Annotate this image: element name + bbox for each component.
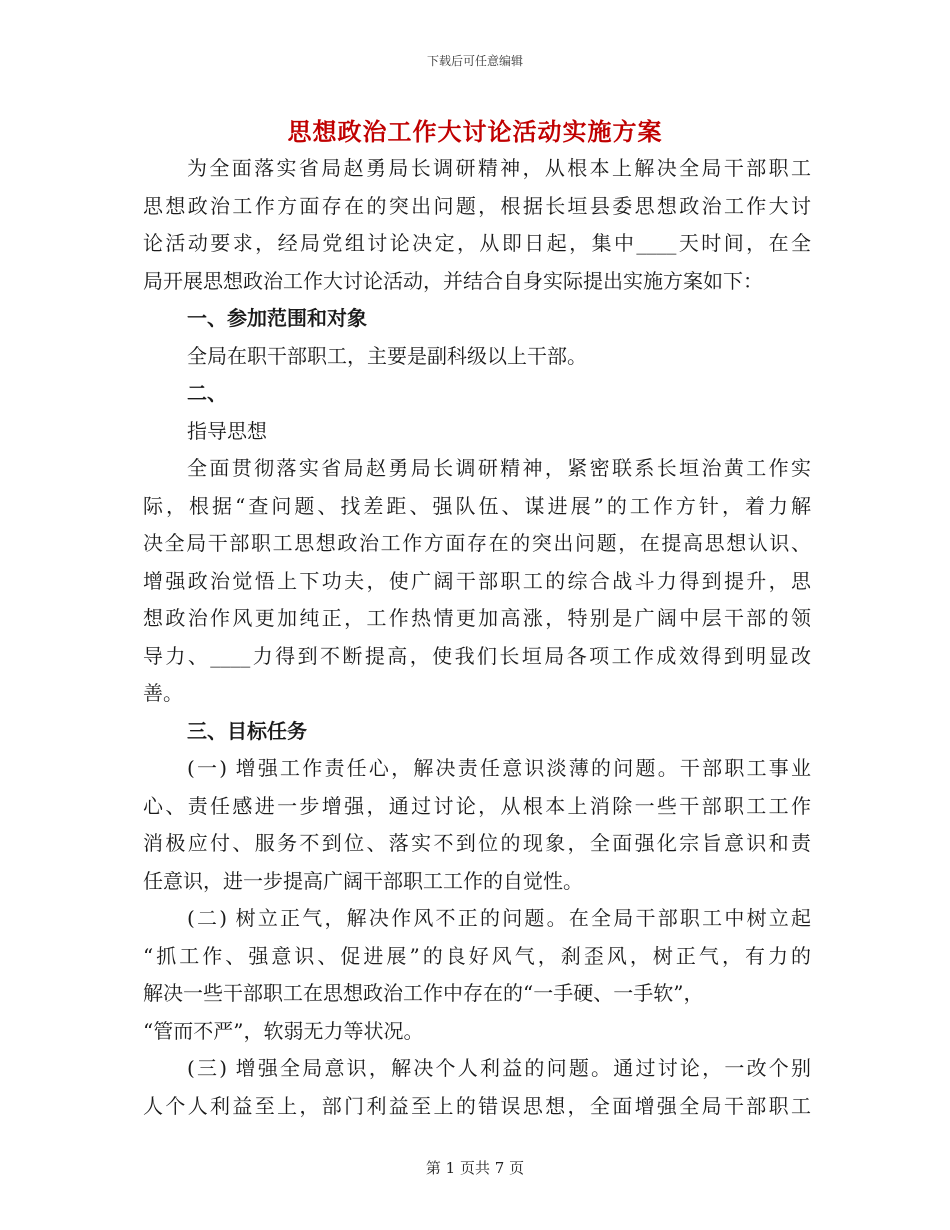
body-line: (一) 增强工作责任心，解决责任意识淡薄的问题。干部职工事业 [187,756,811,780]
download-note: 下载后可任意编辑 [426,54,523,68]
body-line: 全局在职干部职工，主要是副科级以上干部。 [187,343,587,368]
body-line: 增强政治觉悟上下功夫，使广阔干部职工的综合战斗力得到提升，思 [143,568,811,593]
body-line: 论活动要求，经局党组讨论决定，从即日起，集中____天时间，在全 [143,231,811,255]
section-heading: 二、 [187,381,227,405]
body-line: 心、责任感进一步增强，通过讨论，从根本上消除一些干部职工工作 [143,793,811,818]
section-heading: 三、目标任务 [187,718,307,743]
body-line: 局开展思想政治工作大讨论活动，并结合自身实际提出实施方案如下： [143,268,763,293]
body-line: 思想政治工作方面存在的突出问题，根据长垣县委思想政治工作大讨 [143,193,811,218]
body-line: (三) 增强全局意识，解决个人利益的问题。通过讨论，一改个别 [187,1056,811,1080]
body-line: 全面贯彻落实省局赵勇局长调研精神，紧密联系长垣治黄工作实 [187,456,811,480]
body-line: 决全局干部职工思想政治工作方面存在的突出问题，在提高思想认识、 [143,531,811,555]
document-title: 思想政治工作大讨论活动实施方案 [287,117,663,146]
body-line: 导力、____力得到不断提高，使我们长垣局各项工作成效得到明显改 [143,643,811,668]
section-heading: 一、参加范围和对象 [187,306,367,330]
body-line: 想政治作风更加纯正，工作热情更加高涨，特别是广阔中层干部的领 [143,606,811,630]
document-body [143,150,811,1125]
body-line: (二) 树立正气，解决作风不正的问题。在全局干部职工中树立起 [187,906,811,930]
body-line: 指导思想 [187,418,267,443]
body-line: “抓工作、强意识、促进展”的良好风气，刹歪风，树正气，有力的 [143,943,811,968]
body-line: 际，根据“查问题、找差距、强队伍、谋进展”的工作方针，着力解 [143,493,811,518]
body-line: “管而不严”，软弱无力等状况。 [143,1018,424,1043]
page-number: 第 1 页共 7 页 [425,1159,525,1177]
body-line: 任意识，进一步提高广阔干部职工工作的自觉性。 [143,868,583,893]
body-line: 解决一些干部职工在思想政治工作中存在的“一手硬、一手软”， [143,981,704,1005]
body-line: 人个人利益至上，部门利益至上的错误思想，全面增强全局干部职工 [143,1093,811,1118]
body-line: 为全面落实省局赵勇局长调研精神，从根本上解决全局干部职工 [187,156,811,180]
body-line: 善。 [143,681,183,705]
body-line: 消极应付、服务不到位、落实不到位的现象，全面强化宗旨意识和责 [143,831,811,855]
